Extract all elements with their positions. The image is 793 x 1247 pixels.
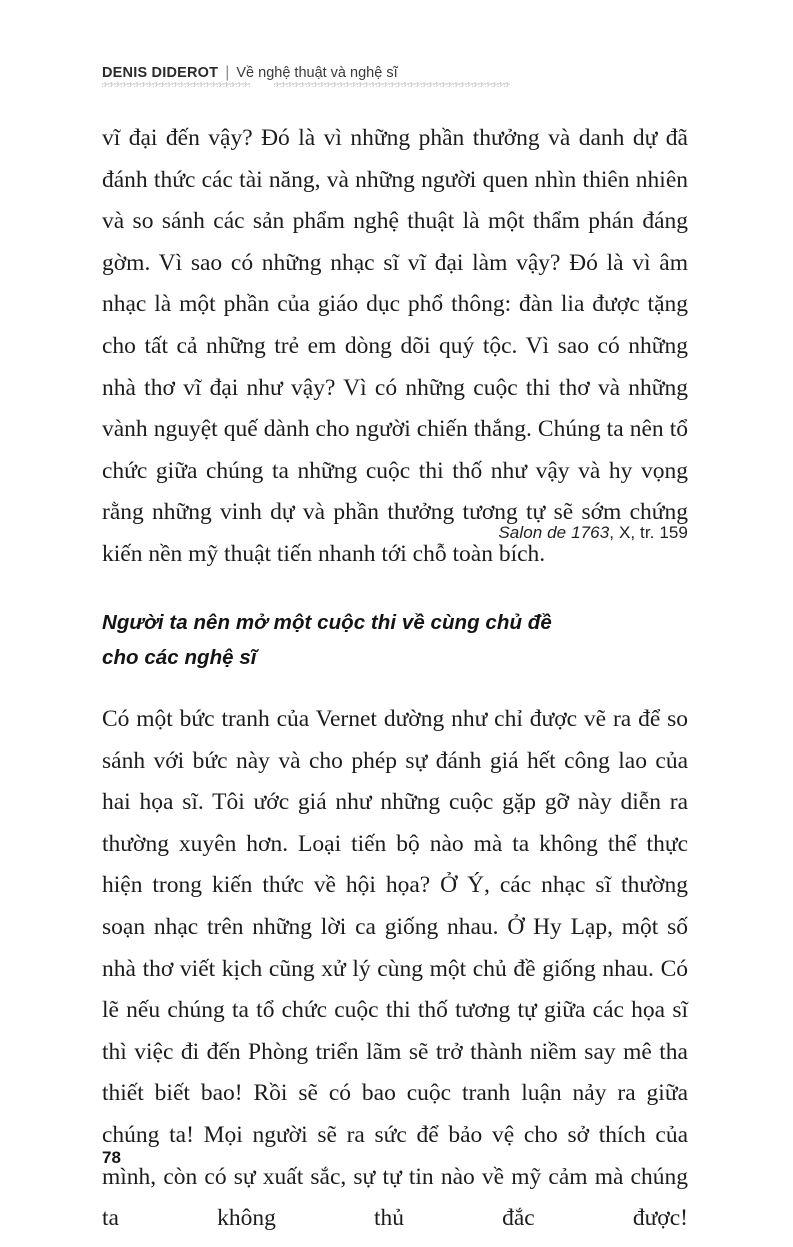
page-number: 78 [102,1148,121,1167]
attribution-source: Salon de 1763 [498,523,610,542]
attribution-reference: , X, tr. 159 [609,523,688,542]
wavy-underline-title [274,82,510,87]
running-head-separator: | [225,64,230,81]
paragraph-1-container [102,118,688,576]
running-head [102,64,692,94]
section-heading [102,605,688,675]
attribution [102,523,688,543]
paragraph-1: vĩ đại đến vậy? Đó là vì những phần thưởng và danh dự đã đánh thức các tài năng, và những người quen nhìn thiên nhiên và so sánh các sản phẩm nghệ thuật là một thẩm phán đáng gờm. Vì sao có những nhạc sĩ vĩ đại làm vậy? Đó là vì âm nhạc là một phần của giáo dục phổ thông: đàn lia được tặng cho tất cả những trẻ em dòng dõi quý tộc. Vì sao có những nhà thơ vĩ đại như vậy? Vì có những cuộc thi thơ và những vành nguyệt quế dành cho người chiến thắng. Chúng ta nên tổ chức giữa chúng ta những cuộc thi thố như vậy và hy vọng rằng những vinh dự và phần thưởng tương tự sẽ sớm chứng kiến nền mỹ thuật tiến nhanh tới chỗ toàn bích. [102,125,688,567]
running-head-title: Về nghệ thuật và nghệ sĩ [236,65,398,81]
running-head-author: DENIS DIDEROT [102,65,219,81]
paragraph-2-container [102,699,688,1240]
section-heading-line-1: Người ta nên mở một cuộc thi về cùng chủ đề [102,611,552,634]
wavy-underline-author [102,82,250,87]
running-head-inner [102,64,398,87]
paragraph-2: Có một bức tranh của Vernet dường như chỉ được vẽ ra để so sánh với bức này và cho phép sự đánh giá hết công lao của hai họa sĩ. Tôi ước giá như những cuộc gặp gỡ này diễn ra thường xuyên hơn. Loại tiến bộ nào mà ta không thể thực hiện trong kiến thức về hội họa? Ở Ý, các nhạc sĩ thường soạn nhạc trên những lời ca giống nhau. Ở Hy Lạp, một số nhà thơ viết kịch cũng xử lý cùng một chủ đề giống nhau. Có lẽ nếu chúng ta tổ chức cuộc thi thố tương tự giữa các họa sĩ thì việc đi đến Phòng triển lãm sẽ trở thành niềm say mê tha thiết biết bao! Rồi sẽ có bao cuộc tranh luận nảy ra giữa chúng ta! Mọi người sẽ ra sức để bảo vệ cho sở thích của mình, còn có sự xuất sắc, sự tự tin nào về mỹ cảm mà chúng ta không thủ đắc được! [102,706,688,1232]
section-heading-line-2: cho các nghệ sĩ [102,646,257,669]
